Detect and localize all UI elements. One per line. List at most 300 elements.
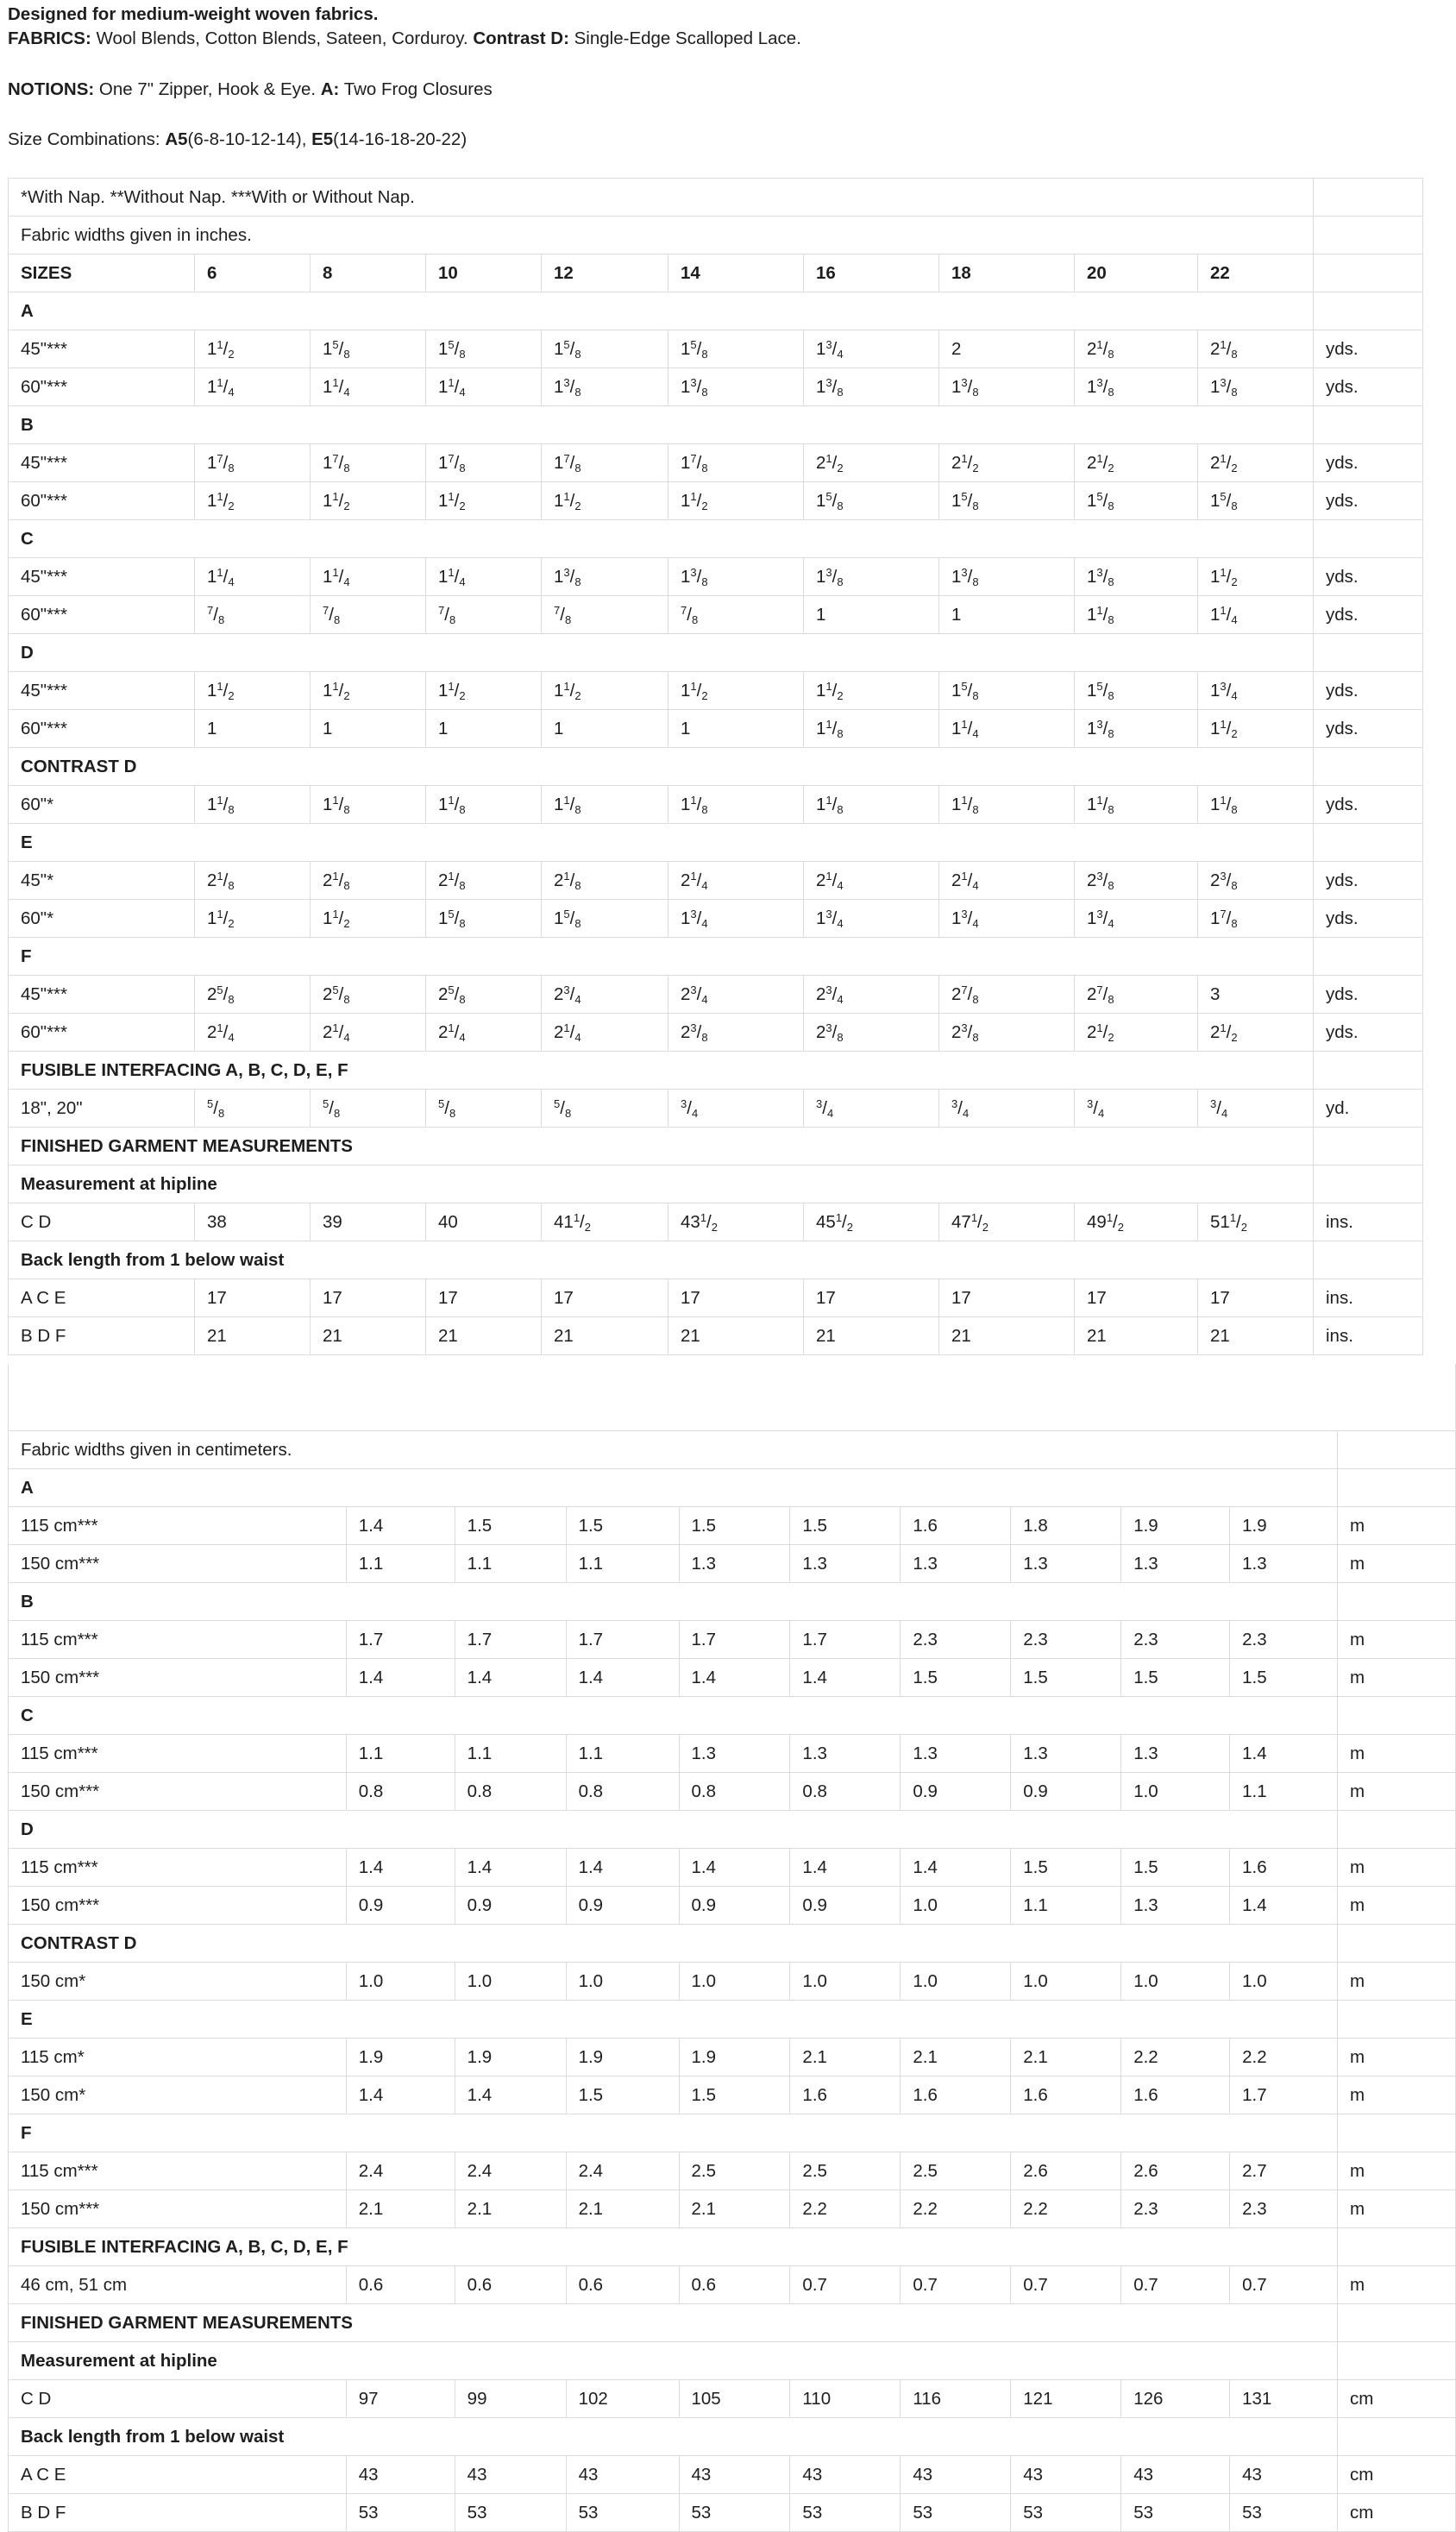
unit-cell: m — [1338, 2039, 1456, 2076]
row-label: 45"*** — [9, 558, 195, 596]
unit-cell: m — [1338, 1507, 1456, 1545]
size-value-cell: $1^1/_4$ — [426, 368, 542, 406]
row-label: 150 cm*** — [9, 2190, 347, 2228]
size-value-cell: $2^3/_4$ — [668, 976, 804, 1014]
size-value-cell: $1^3/_4$ — [804, 330, 939, 368]
table-row — [9, 558, 1423, 596]
size-value-cell: 1.3 — [679, 1735, 790, 1773]
size-value-cell: $1^3/_4$ — [1075, 900, 1198, 938]
size-value-cell: 3 — [1198, 976, 1314, 1014]
row-label: C D — [9, 2380, 347, 2418]
size-value-cell: $1^3/_4$ — [804, 900, 939, 938]
size-value-cell: 1 — [804, 596, 939, 634]
size-value-cell: 53 — [679, 2494, 790, 2532]
size-value-cell: $1^3/_8$ — [804, 558, 939, 596]
size-value-cell: 17 — [1198, 1279, 1314, 1317]
row-label: 150 cm*** — [9, 1773, 347, 1811]
section-label: CONTRAST D — [9, 748, 1314, 786]
table-row — [9, 2494, 1456, 2532]
unit-cell: yd. — [1314, 1090, 1423, 1128]
size-value-cell: 1.0 — [1121, 1963, 1230, 2001]
section-unit-gap — [1338, 2114, 1456, 2152]
table-row — [9, 482, 1423, 520]
size-value-cell: $1^1/_2$ — [668, 482, 804, 520]
size-value-cell: 126 — [1121, 2380, 1230, 2418]
size-value-cell: $2^1/_8$ — [195, 862, 311, 900]
unit-cell: ins. — [1314, 1317, 1423, 1355]
unit-cell: yds. — [1314, 330, 1423, 368]
contrast-label: Contrast D: — [473, 28, 569, 48]
row-label: 45"*** — [9, 672, 195, 710]
section-label: Measurement at hipline — [9, 2342, 1338, 2380]
section-unit-gap — [1338, 2001, 1456, 2039]
section-unit-gap — [1338, 1697, 1456, 1735]
yardage-table-centimeters — [8, 1430, 1456, 2532]
notions-a-label: A: — [320, 79, 340, 99]
size-value-cell: $2^1/_8$ — [542, 862, 668, 900]
size-value-cell: $1^1/_2$ — [311, 900, 426, 938]
table-row — [9, 368, 1423, 406]
size-value-cell: $1^1/_2$ — [426, 672, 542, 710]
size-value-cell: 1.0 — [901, 1963, 1011, 2001]
unit-cell: m — [1338, 1887, 1456, 1925]
size-value-cell: 2.3 — [1121, 2190, 1230, 2228]
size-value-cell: $2^1/_2$ — [939, 444, 1075, 482]
table-row — [9, 1014, 1423, 1052]
size-value-cell: 2.3 — [1011, 1621, 1121, 1659]
unit-cell: yds. — [1314, 786, 1423, 824]
size-value-cell: 1.3 — [901, 1735, 1011, 1773]
section-row — [9, 2228, 1456, 2266]
size-value-cell: 53 — [790, 2494, 901, 2532]
section-unit-gap — [1338, 1469, 1456, 1507]
size-value-cell: 1.0 — [1011, 1963, 1121, 2001]
size-value-cell: 2.6 — [1121, 2152, 1230, 2190]
size-value-cell: 0.6 — [679, 2266, 790, 2304]
size-value-cell: 1.5 — [566, 2076, 679, 2114]
note-unit-gap — [1338, 1431, 1456, 1469]
size-value-cell: $1^1/_8$ — [1075, 786, 1198, 824]
size-value-cell: 2.1 — [790, 2039, 901, 2076]
section-unit-gap — [1338, 1583, 1456, 1621]
size-value-cell: $1^1/_2$ — [1198, 558, 1314, 596]
size-value-cell: 1.3 — [1011, 1545, 1121, 1583]
size-header: 14 — [668, 254, 804, 292]
size-value-cell: 17 — [939, 1279, 1075, 1317]
size-value-cell: 1.0 — [346, 1963, 455, 2001]
section-row — [9, 1469, 1456, 1507]
section-label: F — [9, 2114, 1338, 2152]
size-value-cell: $49^1/_2$ — [1075, 1203, 1198, 1241]
size-value-cell: $1^5/_8$ — [542, 330, 668, 368]
row-label: 60"* — [9, 900, 195, 938]
size-value-cell: 2.2 — [901, 2190, 1011, 2228]
size-value-cell: $1^1/_4$ — [311, 558, 426, 596]
size-value-cell: $^3/_4$ — [804, 1090, 939, 1128]
size-value-cell: 0.9 — [346, 1887, 455, 1925]
size-value-cell: 1.7 — [1230, 2076, 1338, 2114]
size-value-cell: 39 — [311, 1203, 426, 1241]
size-value-cell: 2.4 — [346, 2152, 455, 2190]
unit-cell: yds. — [1314, 900, 1423, 938]
section-label: A — [9, 1469, 1338, 1507]
size-value-cell: 53 — [1230, 2494, 1338, 2532]
size-header: 6 — [195, 254, 311, 292]
section-label: C — [9, 520, 1314, 558]
size-value-cell: $2^1/_8$ — [426, 862, 542, 900]
sizes-e5-text: (14-16-18-20-22) — [333, 129, 468, 149]
size-value-cell: 1.3 — [1011, 1735, 1121, 1773]
section-unit-gap — [1314, 406, 1423, 444]
table-row — [9, 2380, 1456, 2418]
unit-cell: m — [1338, 2152, 1456, 2190]
size-value-cell: 53 — [1011, 2494, 1121, 2532]
size-value-cell: 121 — [1011, 2380, 1121, 2418]
row-label: 115 cm* — [9, 2039, 347, 2076]
section-row — [9, 2304, 1456, 2342]
size-value-cell: 0.9 — [455, 1887, 566, 1925]
size-value-cell: $2^3/_8$ — [939, 1014, 1075, 1052]
size-value-cell: 21 — [668, 1317, 804, 1355]
size-value-cell: $1^1/_2$ — [195, 482, 311, 520]
section-label: FUSIBLE INTERFACING A, B, C, D, E, F — [9, 2228, 1338, 2266]
table-row — [9, 1090, 1423, 1128]
size-value-cell: 2.5 — [679, 2152, 790, 2190]
size-value-cell: $2^1/_4$ — [195, 1014, 311, 1052]
size-value-cell: 1.7 — [566, 1621, 679, 1659]
section-unit-gap — [1314, 748, 1423, 786]
size-header: 8 — [311, 254, 426, 292]
size-value-cell: 1.5 — [1011, 1659, 1121, 1697]
section-label: A — [9, 292, 1314, 330]
row-label: 115 cm*** — [9, 1507, 347, 1545]
section-unit-gap — [1314, 634, 1423, 672]
size-value-cell: 0.9 — [790, 1887, 901, 1925]
size-value-cell: 53 — [566, 2494, 679, 2532]
size-value-cell: $1^1/_2$ — [804, 672, 939, 710]
unit-cell: m — [1338, 2076, 1456, 2114]
table-separator — [8, 1364, 1456, 1429]
unit-cell: yds. — [1314, 596, 1423, 634]
size-value-cell: 2 — [939, 330, 1075, 368]
size-value-cell: 38 — [195, 1203, 311, 1241]
size-value-cell: 0.9 — [901, 1773, 1011, 1811]
size-value-cell: $1^5/_8$ — [939, 482, 1075, 520]
size-value-cell: 2.5 — [901, 2152, 1011, 2190]
size-value-cell: $1^1/_2$ — [426, 482, 542, 520]
size-value-cell: 1.4 — [1230, 1887, 1338, 1925]
section-label: FINISHED GARMENT MEASUREMENTS — [9, 2304, 1338, 2342]
size-value-cell: 1.4 — [790, 1659, 901, 1697]
intro-heading: Designed for medium-weight woven fabrics. — [8, 4, 379, 24]
size-value-cell: $1^3/_8$ — [668, 558, 804, 596]
size-value-cell: 0.7 — [790, 2266, 901, 2304]
section-row — [9, 1052, 1423, 1090]
size-value-cell: $1^1/_2$ — [195, 672, 311, 710]
size-value-cell: $2^3/_4$ — [542, 976, 668, 1014]
size-value-cell: 17 — [804, 1279, 939, 1317]
size-header: 20 — [1075, 254, 1198, 292]
unit-cell: yds. — [1314, 368, 1423, 406]
sizes-a5-text: (6-8-10-12-14), — [187, 129, 312, 149]
size-value-cell: 0.8 — [346, 1773, 455, 1811]
size-value-cell: 1.1 — [1230, 1773, 1338, 1811]
size-value-cell: 21 — [311, 1317, 426, 1355]
section-label: Back length from 1 below waist — [9, 2418, 1338, 2456]
size-value-cell: 1.6 — [901, 2076, 1011, 2114]
intro-fabrics — [8, 3, 801, 51]
unit-cell: m — [1338, 1621, 1456, 1659]
size-value-cell: $1^3/_8$ — [668, 368, 804, 406]
size-value-cell: $^7/_8$ — [668, 596, 804, 634]
section-row — [9, 938, 1423, 976]
size-value-cell: $51^1/_2$ — [1198, 1203, 1314, 1241]
section-unit-gap — [1314, 938, 1423, 976]
size-value-cell: 1.5 — [790, 1507, 901, 1545]
size-value-cell: $1^1/_8$ — [1198, 786, 1314, 824]
widths-note-row — [9, 1431, 1456, 1469]
size-value-cell: 0.6 — [346, 2266, 455, 2304]
table-row — [9, 862, 1423, 900]
size-value-cell: 0.9 — [679, 1887, 790, 1925]
size-value-cell: 1.5 — [566, 1507, 679, 1545]
size-value-cell: 1.0 — [455, 1963, 566, 2001]
size-value-cell: 1.4 — [790, 1849, 901, 1887]
size-value-cell: $1^3/_4$ — [668, 900, 804, 938]
size-value-cell: $2^1/_2$ — [1075, 1014, 1198, 1052]
size-value-cell: $1^1/_2$ — [542, 672, 668, 710]
table-row — [9, 672, 1423, 710]
size-value-cell: $^7/_8$ — [311, 596, 426, 634]
size-value-cell: $1^3/_8$ — [939, 558, 1075, 596]
size-value-cell: 1.5 — [1121, 1659, 1230, 1697]
size-value-cell: $1^3/_8$ — [542, 558, 668, 596]
size-value-cell: 2.1 — [455, 2190, 566, 2228]
size-value-cell: $1^5/_8$ — [1075, 672, 1198, 710]
size-value-cell: $1^7/_8$ — [668, 444, 804, 482]
size-value-cell: 2.1 — [679, 2190, 790, 2228]
row-label: 115 cm*** — [9, 1735, 347, 1773]
size-value-cell: 43 — [346, 2456, 455, 2494]
row-label: B D F — [9, 2494, 347, 2532]
size-value-cell: 53 — [455, 2494, 566, 2532]
size-value-cell: 2.1 — [901, 2039, 1011, 2076]
size-value-cell: 17 — [195, 1279, 311, 1317]
table-row — [9, 444, 1423, 482]
size-value-cell: $1^1/_8$ — [311, 786, 426, 824]
size-value-cell: 1 — [668, 710, 804, 748]
unit-cell: yds. — [1314, 710, 1423, 748]
size-value-cell: $2^1/_4$ — [426, 1014, 542, 1052]
size-value-cell: $1^1/_8$ — [195, 786, 311, 824]
row-label: 45"*** — [9, 444, 195, 482]
section-row — [9, 2418, 1456, 2456]
size-value-cell: $1^1/_8$ — [1075, 596, 1198, 634]
unit-cell: m — [1338, 2190, 1456, 2228]
row-label: B D F — [9, 1317, 195, 1355]
size-value-cell: $1^3/_8$ — [1075, 368, 1198, 406]
size-value-cell: 1.4 — [455, 1849, 566, 1887]
size-value-cell: 1.5 — [679, 1507, 790, 1545]
size-value-cell: $1^5/_8$ — [311, 330, 426, 368]
size-value-cell: 0.7 — [1230, 2266, 1338, 2304]
size-value-cell: 1.9 — [1230, 1507, 1338, 1545]
widths-note-row — [9, 217, 1423, 254]
row-label: 46 cm, 51 cm — [9, 2266, 347, 2304]
size-value-cell: 2.4 — [566, 2152, 679, 2190]
size-value-cell: $^3/_4$ — [1198, 1090, 1314, 1128]
size-value-cell: 2.7 — [1230, 2152, 1338, 2190]
size-header: 18 — [939, 254, 1075, 292]
size-value-cell: 1.7 — [679, 1621, 790, 1659]
intro-notions — [8, 78, 493, 102]
nap-note: *With Nap. **Without Nap. ***With or Without Nap. — [9, 179, 1314, 217]
section-label: CONTRAST D — [9, 1925, 1338, 1963]
size-value-cell: $2^1/_4$ — [804, 862, 939, 900]
size-value-cell: $2^3/_4$ — [804, 976, 939, 1014]
size-value-cell: $1^7/_8$ — [1198, 900, 1314, 938]
section-unit-gap — [1314, 292, 1423, 330]
row-label: 60"*** — [9, 368, 195, 406]
size-value-cell: 1.9 — [346, 2039, 455, 2076]
size-value-cell: 1.6 — [1121, 2076, 1230, 2114]
size-value-cell: 110 — [790, 2380, 901, 2418]
size-value-cell: 1.5 — [1121, 1849, 1230, 1887]
size-value-cell: $2^1/_2$ — [1198, 444, 1314, 482]
size-header: 16 — [804, 254, 939, 292]
size-value-cell: $2^3/_8$ — [1198, 862, 1314, 900]
fabrics-text: Wool Blends, Cotton Blends, Sateen, Corduroy. — [91, 28, 474, 48]
row-label: 45"*** — [9, 330, 195, 368]
unit-cell: m — [1338, 1545, 1456, 1583]
size-value-cell: 97 — [346, 2380, 455, 2418]
size-value-cell: 0.7 — [1011, 2266, 1121, 2304]
size-value-cell: $2^1/_2$ — [1075, 444, 1198, 482]
size-value-cell: $1^1/_8$ — [939, 786, 1075, 824]
size-value-cell: $1^5/_8$ — [804, 482, 939, 520]
row-label: 150 cm*** — [9, 1545, 347, 1583]
section-unit-gap — [1338, 1811, 1456, 1849]
size-value-cell: 1.7 — [346, 1621, 455, 1659]
section-row — [9, 1165, 1423, 1203]
size-value-cell: $1^1/_4$ — [195, 558, 311, 596]
section-row — [9, 634, 1423, 672]
size-value-cell: 0.8 — [566, 1773, 679, 1811]
section-label: B — [9, 1583, 1338, 1621]
unit-cell: ins. — [1314, 1279, 1423, 1317]
size-value-cell: 2.2 — [1011, 2190, 1121, 2228]
section-row — [9, 824, 1423, 862]
section-row — [9, 1128, 1423, 1165]
size-value-cell: 1.0 — [1121, 1773, 1230, 1811]
table-row — [9, 976, 1423, 1014]
section-label: Back length from 1 below waist — [9, 1241, 1314, 1279]
size-value-cell: 53 — [901, 2494, 1011, 2532]
table-row — [9, 1887, 1456, 1925]
table-row — [9, 1849, 1456, 1887]
size-value-cell: $1^1/_4$ — [426, 558, 542, 596]
size-value-cell: 2.1 — [1011, 2039, 1121, 2076]
size-value-cell: $1^1/_8$ — [804, 710, 939, 748]
size-value-cell: $1^3/_8$ — [1198, 368, 1314, 406]
size-value-cell: $2^7/_8$ — [939, 976, 1075, 1014]
size-value-cell: $1^5/_8$ — [939, 672, 1075, 710]
table-row — [9, 710, 1423, 748]
size-value-cell: 1 — [542, 710, 668, 748]
table-row — [9, 1963, 1456, 2001]
size-value-cell: 1.9 — [455, 2039, 566, 2076]
sizes-prefix: Size Combinations: — [8, 129, 166, 149]
size-value-cell: $2^5/_8$ — [426, 976, 542, 1014]
size-value-cell: 1.5 — [1230, 1659, 1338, 1697]
fabrics-label: FABRICS: — [8, 28, 91, 48]
section-row — [9, 748, 1423, 786]
size-value-cell: 131 — [1230, 2380, 1338, 2418]
size-value-cell: 21 — [195, 1317, 311, 1355]
row-label: 150 cm*** — [9, 1659, 347, 1697]
row-label: 60"*** — [9, 1014, 195, 1052]
section-label: E — [9, 824, 1314, 862]
row-label: C D — [9, 1203, 195, 1241]
size-value-cell: $^3/_4$ — [1075, 1090, 1198, 1128]
section-label: D — [9, 634, 1314, 672]
size-value-cell: 2.3 — [1230, 2190, 1338, 2228]
size-value-cell: 0.6 — [455, 2266, 566, 2304]
table-row — [9, 1621, 1456, 1659]
size-value-cell: 0.6 — [566, 2266, 679, 2304]
size-value-cell: 1.1 — [1011, 1887, 1121, 1925]
sizes-e5-label: E5 — [311, 129, 334, 149]
unit-cell: yds. — [1314, 672, 1423, 710]
size-value-cell: $1^1/_2$ — [1198, 710, 1314, 748]
size-value-cell: 2.6 — [1011, 2152, 1121, 2190]
table-row — [9, 900, 1423, 938]
size-value-cell: 17 — [542, 1279, 668, 1317]
size-value-cell: 17 — [426, 1279, 542, 1317]
size-value-cell: 21 — [939, 1317, 1075, 1355]
section-unit-gap — [1314, 1052, 1423, 1090]
size-value-cell: $2^3/_8$ — [1075, 862, 1198, 900]
size-value-cell: 17 — [668, 1279, 804, 1317]
size-value-cell: $2^1/_4$ — [311, 1014, 426, 1052]
table-row — [9, 2266, 1456, 2304]
section-label: E — [9, 2001, 1338, 2039]
section-label: FUSIBLE INTERFACING A, B, C, D, E, F — [9, 1052, 1314, 1090]
size-value-cell: $^5/_8$ — [542, 1090, 668, 1128]
size-value-cell: 102 — [566, 2380, 679, 2418]
table-row — [9, 1735, 1456, 1773]
size-value-cell: $2^1/_2$ — [804, 444, 939, 482]
size-value-cell: 1.8 — [1011, 1507, 1121, 1545]
size-value-cell: 0.9 — [566, 1887, 679, 1925]
table-row — [9, 2152, 1456, 2190]
row-label: 60"*** — [9, 482, 195, 520]
section-label: D — [9, 1811, 1338, 1849]
row-label: 115 cm*** — [9, 2152, 347, 2190]
size-value-cell: $1^1/_2$ — [195, 330, 311, 368]
row-label: 150 cm*** — [9, 1887, 347, 1925]
sizes-label: SIZES — [9, 254, 195, 292]
unit-cell: ins. — [1314, 1203, 1423, 1241]
section-unit-gap — [1314, 1165, 1423, 1203]
unit-cell: m — [1338, 1773, 1456, 1811]
size-value-cell: $2^1/_2$ — [1198, 1014, 1314, 1052]
size-value-cell: 0.7 — [1121, 2266, 1230, 2304]
size-value-cell: 1.5 — [455, 1507, 566, 1545]
size-value-cell: 2.5 — [790, 2152, 901, 2190]
size-value-cell: $1^1/_2$ — [668, 672, 804, 710]
section-unit-gap — [1338, 2342, 1456, 2380]
